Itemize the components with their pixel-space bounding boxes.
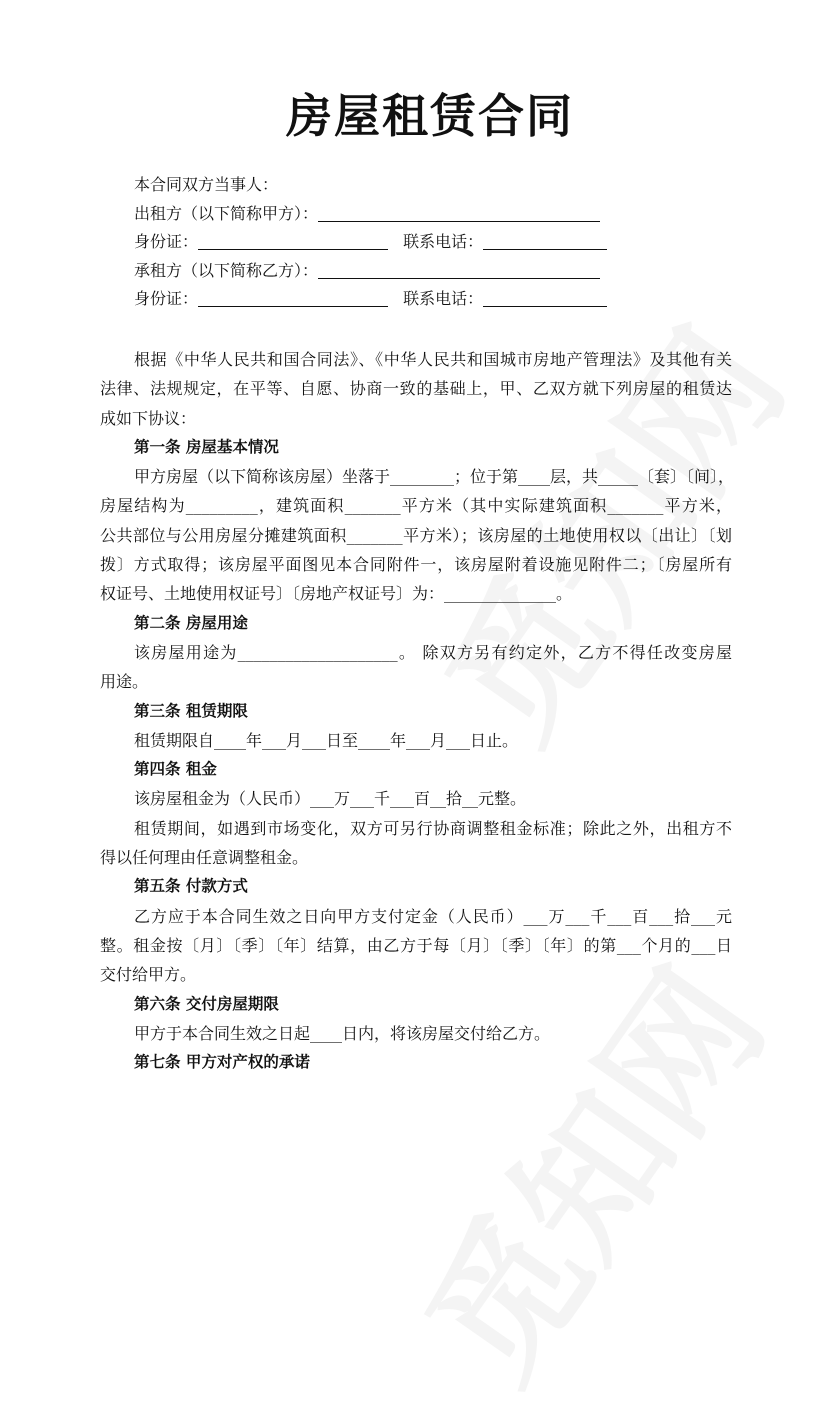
lessee-tel-label: 联系电话： [403,289,484,309]
paragraph-line: 交付给甲方。 [100,965,197,985]
lessor-id-label: 身份证： [134,232,199,252]
lessor-row [134,200,607,229]
paragraph-line: 权证号、土地使用权证号〕〔房地产权证号〕为：______________。 [100,584,573,604]
article-heading: 第三条 租赁期限 [134,701,248,720]
article-heading: 第一条 房屋基本情况 [134,437,279,456]
parties-intro: 本合同双方当事人： [134,175,279,194]
paragraph-line: 该房屋用途为____________________。 除双方另有约定外，乙方不得任改变房屋 [134,642,732,662]
paragraph-line: 得以任何理由任意调整租金。 [100,848,309,868]
lessee-label: 承租方（以下简称乙方）： [134,260,319,280]
paragraph-line: 甲方房屋（以下简称该房屋）坐落于________；位于第____层，共_____〔套〕〔间〕， [134,467,735,487]
lessee-id-label: 身份证： [134,289,199,309]
paragraph-line: 该房屋租金为（人民币）___万___千___百__拾__元整。 [134,789,527,809]
paragraph-line: 拨〕方式取得；该房屋平面图见本合同附件一，该房屋附着设施见附件二；〔房屋所有 [100,555,732,575]
parties-section [134,171,607,314]
paragraph-line: 房屋结构为_________，建筑面积_______平方米（其中实际建筑面积_______平方米， [100,496,732,516]
lessee-row [134,257,607,286]
lessee-tel-field[interactable] [483,288,607,307]
lessor-tel-label: 联系电话： [403,232,484,252]
lessor-id-row [134,228,607,257]
lessee-name-field[interactable] [318,260,600,279]
document-title: 房屋租赁合同 [286,89,574,143]
article-heading: 第四条 租金 [134,760,217,779]
lessor-label: 出租方（以下简称甲方）： [134,203,319,223]
paragraph-line: 公共部位与公用房屋分摊建筑面积_______平方米）；该房屋的土地使用权以〔出让〕〔划 [100,525,732,545]
lessor-id-field[interactable] [198,231,388,250]
article-heading: 第六条 交付房屋期限 [134,994,279,1013]
lessor-name-field[interactable] [318,203,600,222]
article-heading: 第二条 房屋用途 [134,613,248,632]
contract-body [100,345,735,1077]
paragraph-line: 甲方于本合同生效之日起____日内，将该房屋交付给乙方。 [134,1023,551,1043]
paragraph-line: 根据《中华人民共和国合同法》、《中华人民共和国城市房地产管理法》及其他有关 [134,350,732,369]
paragraph-line: 租赁期限自____年___月___日至____年___月___日止。 [134,730,519,750]
paragraph-line: 乙方应于本合同生效之日向甲方支付定金（人民币）___万___千___百___拾___元 [134,906,732,926]
paragraph-line: 法律、法规规定，在平等、自愿、协商一致的基础上，甲、乙双方就下列房屋的租赁达 [100,379,732,399]
paragraph-line: 整。租金按〔月〕〔季〕〔年〕结算，由乙方于每〔月〕〔季〕〔年〕的第___个月的___日 [100,935,732,955]
lessee-id-field[interactable] [198,288,388,307]
lessor-tel-field[interactable] [483,231,607,250]
paragraph-line: 租赁期间，如遇到市场变化，双方可另行协商调整租金标准；除此之外，出租方不 [134,818,732,838]
lessee-id-row [134,285,607,314]
paragraph-line: 成如下协议： [100,408,197,428]
article-heading: 第五条 付款方式 [134,877,248,896]
article-heading: 第七条 甲方对产权的承诺 [134,1053,310,1072]
paragraph-line: 用途。 [100,672,149,692]
